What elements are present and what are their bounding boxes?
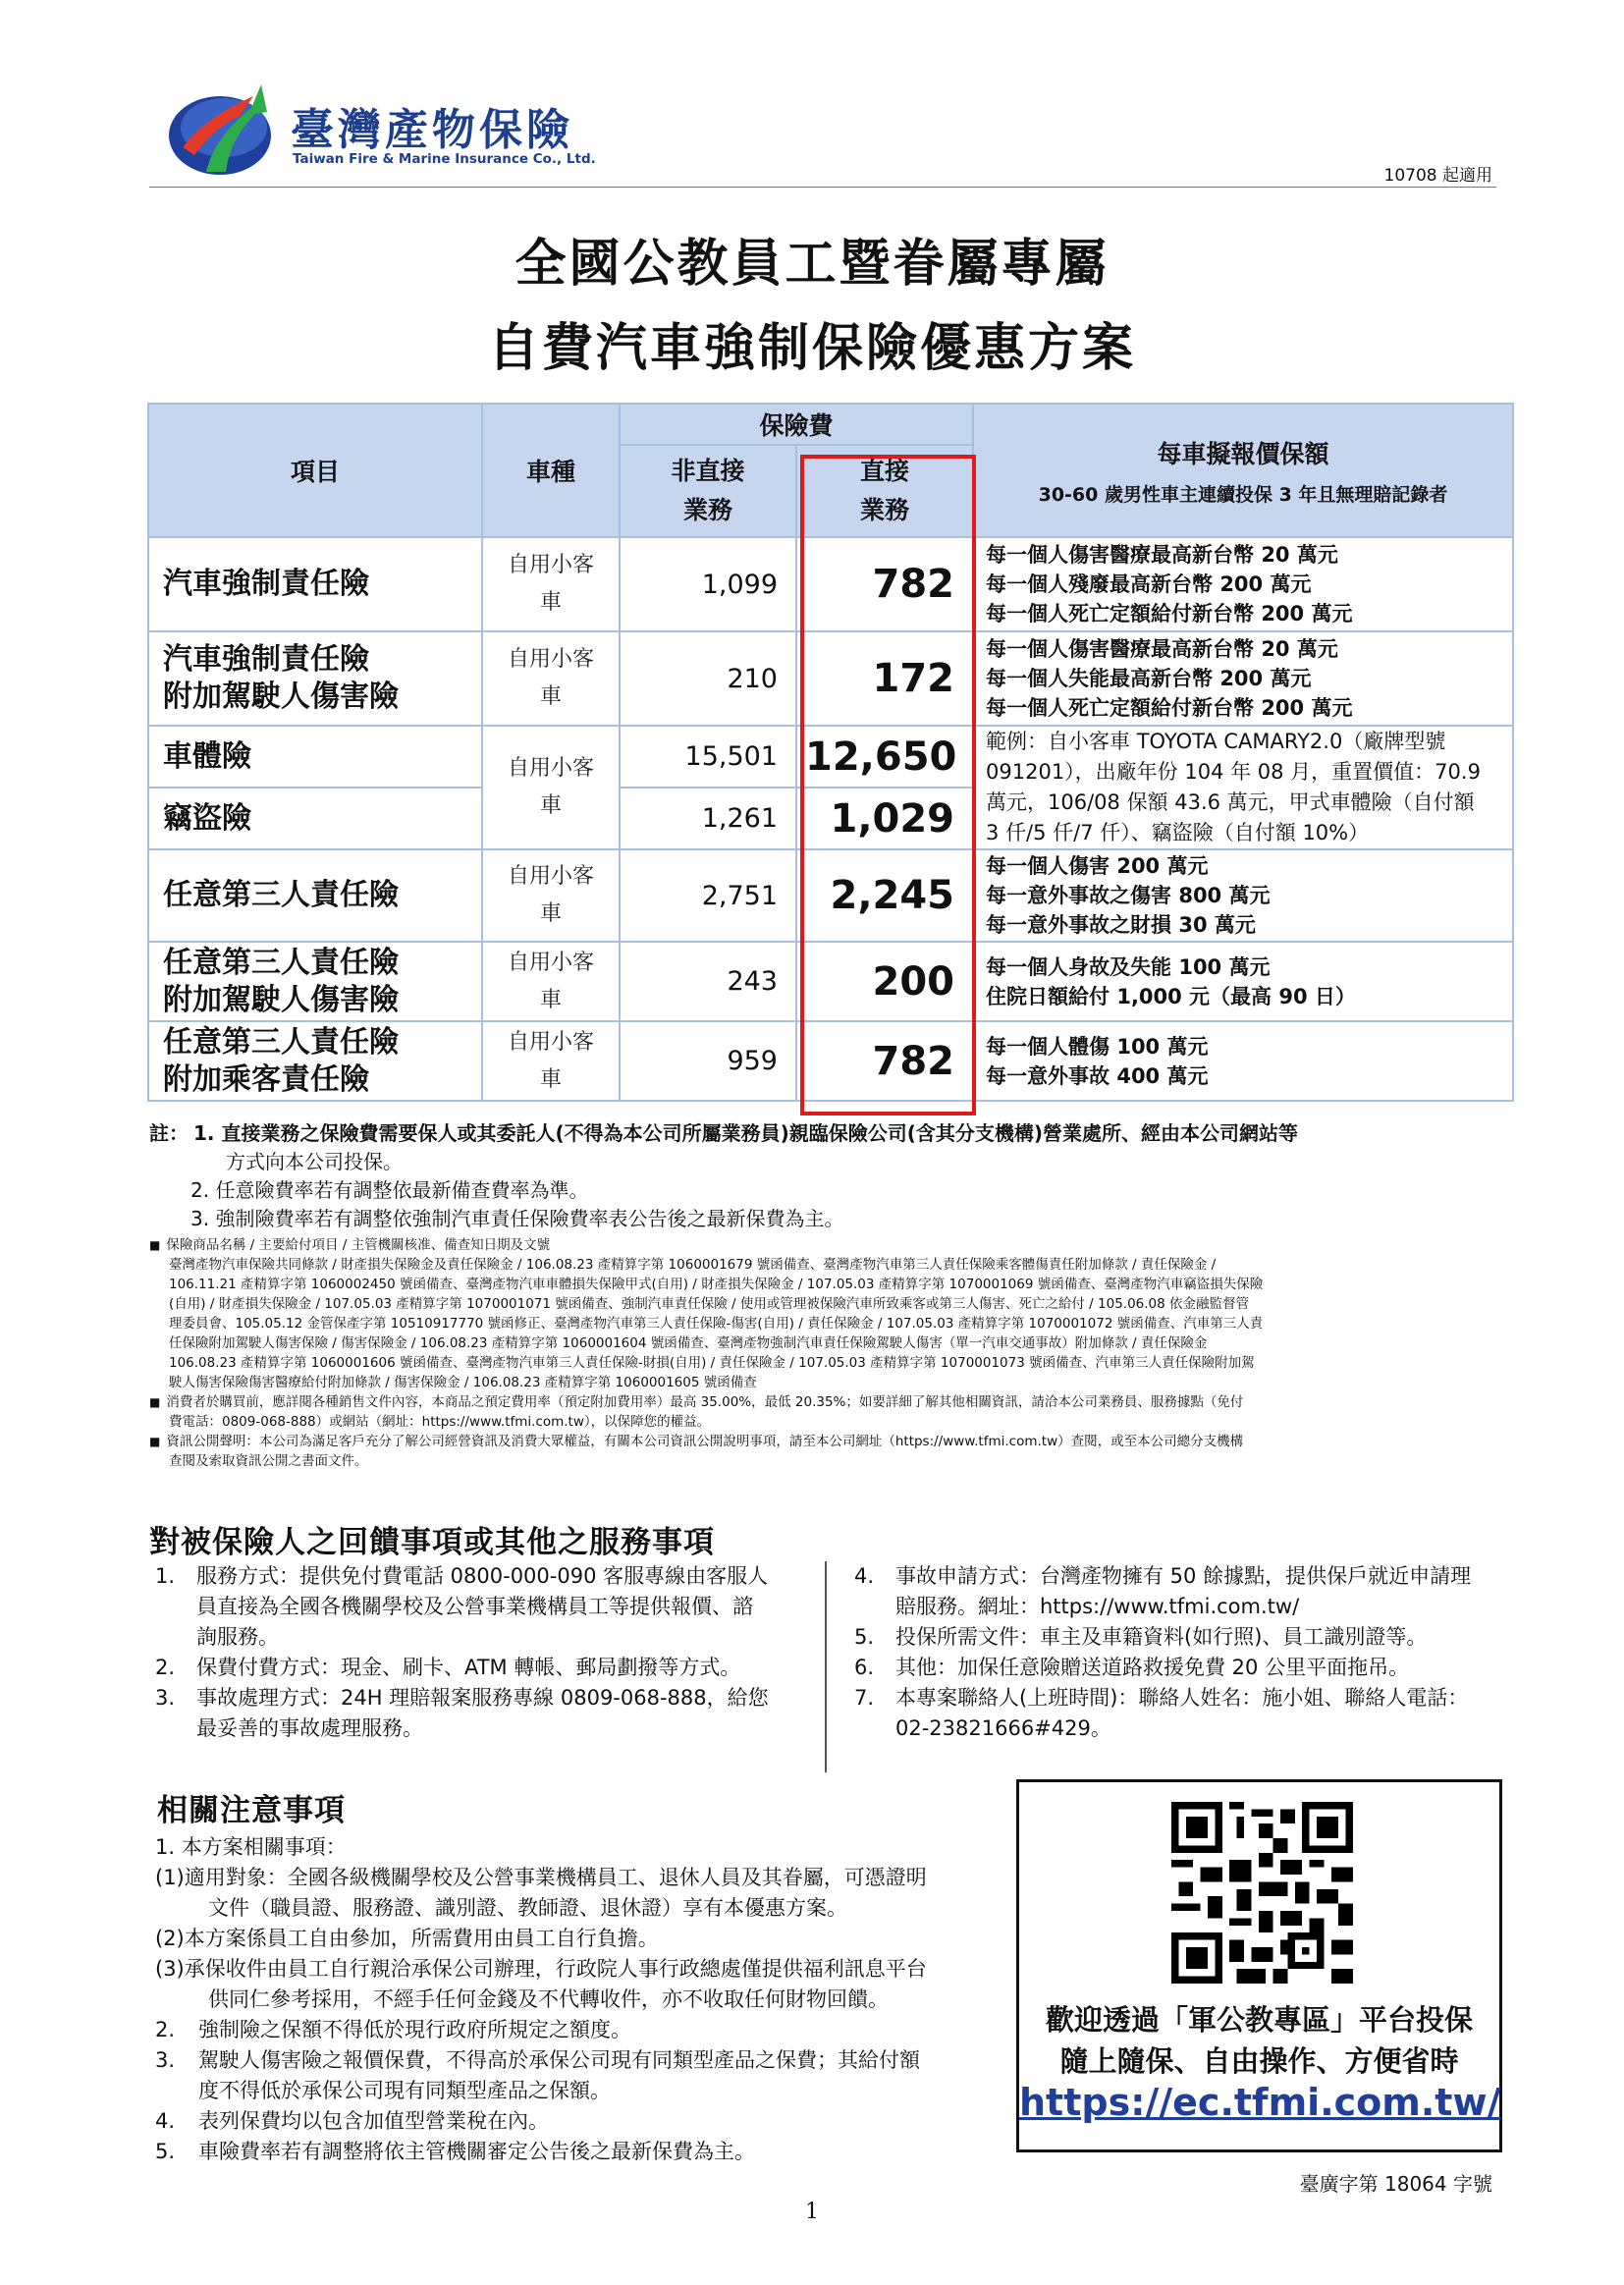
item-text: 度不得低於承保公司現有同類型產品之保額。 (198, 2079, 611, 2102)
header-indirect-l1: 非直接 (671, 457, 745, 485)
row-car-type (482, 537, 620, 631)
note-1-cont (149, 1148, 1504, 1176)
qr-promo-line2: 隨上隨保、自由操作、方便省時 (1059, 2044, 1459, 2078)
table-row (148, 1021, 1513, 1101)
page-title-line2: 自費汽車強制保險優惠方案 (487, 319, 1136, 378)
related-line: 供同仁參考採用，不經手任何金錢及不代轉收件，亦不收取任何財物回饋。 (208, 1987, 889, 2011)
row-item-l2: 附加乘客責任險 (163, 1061, 369, 1097)
header-direct-l1: 直接 (860, 457, 910, 485)
item-text: 事故申請方式：台灣產物擁有 50 餘據點，提供保戶就近申請理 (895, 1564, 1472, 1588)
row-item-l2: 附加駕駛人傷害險 (163, 680, 399, 714)
row-item (148, 1021, 482, 1101)
product-info-line: (自用) / 財產損失保險金 / 107.05.03 產精算字第 1070001071 號函備查、強制汽車責任保險 / 使用或管理被保險汽車所致乘客或第三人傷害、死亡之給付 / 105.06.08 依金融監督管 (169, 1296, 1250, 1312)
row-direct-fee: 200 (796, 942, 973, 1021)
row-limits (973, 849, 1513, 942)
row-indirect-fee: 1,261 (620, 788, 796, 849)
row-indirect-fee: 210 (620, 631, 796, 726)
note-label: 註： (149, 1121, 189, 1145)
row-direct-fee: 782 (796, 1021, 973, 1101)
row-car-type (482, 631, 620, 726)
list-item (155, 2137, 980, 2167)
list-item (155, 1683, 793, 1744)
item-text: 服務方式：提供免付費電話 0800-000-090 客服專線由客服人 (196, 1564, 769, 1588)
limit-line: 每一個人死亡定額給付新台幣 200 萬元 (986, 602, 1353, 626)
car-l1: 自用小客 (507, 950, 594, 975)
note-3: 3. 強制險費率若有調整依強制汽車責任保險費率表公告後之最新保費為主。 (190, 1207, 844, 1230)
row-direct-fee: 172 (796, 631, 973, 726)
item-number: 1. (155, 1564, 176, 1588)
header-direct-l2: 業務 (860, 496, 910, 524)
row-car-type (482, 942, 620, 1021)
limit-line: 每一意外事故 400 萬元 (986, 1063, 1209, 1088)
row-direct-fee: 1,029 (796, 788, 973, 849)
list-item (854, 1683, 1512, 1744)
product-info-line: 106.08.23 產精算字第 1060001606 號函備查、臺灣產物汽車第三人責任保險-財損(自用) / 責任保險金 / 107.05.03 產精算字第 1070001073 號函備查、汽車第三人責任保險附加駕 (169, 1355, 1255, 1371)
item-number: 2. (155, 1656, 176, 1679)
limit-line: 每一意外事故之傷害 800 萬元 (986, 884, 1271, 907)
row-direct-fee: 782 (796, 537, 973, 631)
table-row (148, 849, 1513, 942)
row-indirect-fee: 243 (620, 942, 796, 1021)
car-l2: 車 (539, 1066, 562, 1092)
related-line: 文件（職員證、服務證、識別證、教師證、退休證）享有本優惠方案。 (208, 1896, 847, 1920)
qr-promo-box (1016, 1779, 1502, 2152)
note-1-text: 1. 直接業務之保險費需要保人或其委託人(不得為本公司所屬業務員)親臨保險公司(含其分支機構)營業處所、經由本公司網站等 (193, 1121, 1299, 1145)
disclosure-statement (149, 1432, 1504, 1451)
example-line: 範例：自小客車 TOYOTA CAMARY2.0（廠牌型號 (986, 730, 1446, 753)
premium-table-wrapper (147, 403, 1512, 1102)
item-number: 6. (854, 1656, 875, 1679)
item-number: 2. (155, 2018, 176, 2041)
car-l1: 自用小客 (507, 1029, 594, 1055)
car-l1: 自用小客 (507, 756, 594, 781)
item-text: 駕駛人傷害險之報價保費，不得高於承保公司現有同類型產品之保費；其給付額 (198, 2048, 920, 2072)
effective-date: 10708 起適用 (1383, 166, 1492, 186)
limit-line: 每一個人傷害醫療最高新台幣 20 萬元 (986, 637, 1338, 661)
row-item-l1: 任意第三人責任險 (163, 1024, 399, 1060)
related-line: (2)本方案係員工自由參加，所需費用由員工自行負擔。 (155, 1927, 659, 1950)
item-text: 詢服務。 (196, 1625, 279, 1649)
premium-table (147, 403, 1514, 1102)
limit-line: 每一意外事故之財損 30 萬元 (986, 913, 1256, 937)
header-divider (149, 187, 1496, 188)
note-1 (149, 1119, 1504, 1148)
item-number: 4. (854, 1564, 875, 1588)
limit-line: 每一個人身故及失能 100 萬元 (986, 954, 1271, 979)
related-line: 1. 本方案相關事項： (155, 1835, 347, 1859)
row-item (148, 537, 482, 631)
disclosure-text: 資訊公開聲明：本公司為滿足客戶充分了解公司經營資訊及消費大眾權益，有關本公司資訊公開說明事項，請至本公司網址（https://www.tfmi.com.tw）查閱，或至本公司總分支機構 (166, 1434, 1244, 1449)
table-row (148, 631, 1513, 726)
company-name-cn: 臺灣產物保險 (291, 105, 573, 155)
example-line: 091201），出廠年份 104 年 08 月，重置價值：70.9 (986, 760, 1481, 784)
row-indirect-fee: 2,751 (620, 849, 796, 942)
header-limit (973, 404, 1513, 537)
car-l2: 車 (539, 590, 562, 615)
limit-line: 每一個人失能最高新台幣 200 萬元 (986, 667, 1312, 690)
item-text: 車險費率若有調整將依主管機關審定公告後之最新保費為主。 (198, 2140, 755, 2163)
company-name-en: Taiwan Fire & Marine Insurance Co., Ltd. (293, 151, 596, 167)
row-item (148, 788, 482, 849)
item-text: 事故處理方式：24H 理賠報案服務專線 0809-068-888，給您 (196, 1686, 769, 1710)
item-text: 投保所需文件：車主及車籍資料(如行照)、員工識別證等。 (895, 1625, 1428, 1649)
car-l1: 自用小客 (507, 553, 594, 577)
car-l2: 車 (539, 987, 562, 1012)
list-item (155, 2106, 980, 2137)
limit-line: 每一個人體傷 100 萬元 (986, 1034, 1209, 1059)
product-info-line: 理委員會、105.05.12 金管保產字第 10510917770 號函修正、臺灣產物汽車第三人責任保險-傷害(自用) / 責任保險金 / 107.05.03 產精算字第 1070001072 號函備查、汽車第三人責 (169, 1316, 1264, 1332)
row-limits (973, 1021, 1513, 1101)
item-text: 賠服務。網址：https://www.tfmi.com.tw/ (895, 1595, 1300, 1618)
square-bullet-icon: ■ (149, 1435, 161, 1448)
row-item-l1: 汽車強制責任險 (163, 642, 369, 677)
item-text: 最妥善的事故處理服務。 (196, 1716, 423, 1740)
item-text: 02-23821666#429。 (895, 1716, 1111, 1740)
row-car-type (482, 1021, 620, 1101)
header-item: 項目 (148, 404, 482, 537)
product-info-title: 保險商品名稱 / 主要給付項目 / 主管機關核准、備查知日期及文號 (166, 1237, 551, 1253)
header-limit-label: 每車擬報價保額 (1157, 439, 1329, 468)
service-list-right (854, 1561, 1512, 1744)
item-number: 3. (155, 2048, 176, 2072)
list-item (155, 1653, 793, 1683)
qr-promo-line1: 歡迎透過「軍公教專區」平台投保 (1045, 2003, 1473, 2037)
item-number: 4. (155, 2109, 176, 2133)
item-text: 本專案聯絡人(上班時間)：聯絡人姓名：施小姐、聯絡人電話： (895, 1686, 1469, 1710)
item-text: 其他：加保任意險贈送道路救援免費 20 公里平面拖吊。 (895, 1656, 1410, 1679)
header-indirect (620, 445, 796, 537)
product-info-line: 駛人傷害保險傷害醫療給付附加條款 / 傷害保險金 / 106.08.23 產精算字第 1060001605 號函備查 (169, 1375, 757, 1390)
consumer-notice-text: 消費者於購買前，應詳閱各種銷售文件內容，本商品之預定費用率（預定附加費用率）最高 35.00%，最低 20.35%；如要詳細了解其他相關資訊，請洽本公司業務員、服務據點（免付 (166, 1394, 1244, 1410)
item-text: 表列保費均以包含加值型營業稅在內。 (198, 2109, 549, 2133)
row-limits (973, 942, 1513, 1021)
header-direct (796, 445, 973, 537)
row-car-type-merged (482, 726, 620, 849)
product-info-line: 106.11.21 產精算字第 1060002450 號函備查、臺灣產物汽車車體損失保險甲式(自用) / 財產損失保險金 / 107.05.03 產精算字第 1070001069 號函備查、臺灣產物汽車竊盜損失保險 (169, 1277, 1264, 1292)
product-info-line: 臺灣產物汽車保險共同條款 / 財產損失保險金及責任保險金 / 106.08.23 產精算字第 1060001679 號函備查、臺灣產物汽車第三人責任保險乘客體傷責任附加條款 / 責任保險金 / (169, 1257, 1217, 1273)
item-text: 強制險之保額不得低於現行政府所規定之額度。 (198, 2018, 631, 2041)
row-item (148, 942, 482, 1021)
row-indirect-fee: 15,501 (620, 726, 796, 788)
car-l2: 車 (539, 684, 562, 709)
related-line: (3)承保收件由員工自行親洽承保公司辦理，行政院人事行政總處僅提供福利訊息平台 (155, 1957, 927, 1981)
table-row (148, 726, 1513, 788)
note-1-text-cont: 方式向本公司投保。 (226, 1150, 403, 1173)
table-row (148, 942, 1513, 1021)
row-direct-fee: 2,245 (796, 849, 973, 942)
limit-line: 每一個人傷害 200 萬元 (986, 854, 1209, 878)
limit-line: 每一個人殘廢最高新台幣 200 萬元 (986, 572, 1312, 596)
square-bullet-icon: ■ (149, 1238, 161, 1252)
row-limits (973, 537, 1513, 631)
row-example (973, 726, 1513, 849)
row-item-l1: 車體險 (163, 738, 251, 774)
note-2: 2. 任意險費率若有調整依最新備查費率為準。 (190, 1178, 589, 1202)
item-text: 保費付費方式：現金、刷卡、ATM 轉帳、郵局劃撥等方式。 (196, 1656, 741, 1679)
car-l1: 自用小客 (507, 864, 594, 889)
list-item (155, 2045, 980, 2106)
disclosure-cont: 查閱及索取資訊公開之書面文件。 (169, 1453, 368, 1469)
header-premium: 保險費 (620, 404, 973, 445)
page-title-line1: 全國公教員工暨眷屬專屬 (514, 235, 1110, 294)
page-number: 1 (805, 2200, 819, 2224)
row-item-l1: 汽車強制責任險 (163, 567, 369, 601)
item-number: 5. (854, 1625, 875, 1649)
related-notes-title: 相關注意事項 (157, 1793, 346, 1828)
company-logo (165, 79, 281, 177)
platform-link[interactable]: https://ec.tfmi.com.tw/ (1019, 2081, 1501, 2124)
notes-section (149, 1119, 1504, 1471)
list-item (854, 1622, 1512, 1653)
row-item (148, 849, 482, 942)
row-item (148, 631, 482, 726)
car-l2: 車 (539, 793, 562, 818)
item-number: 7. (854, 1686, 875, 1710)
service-list-left (155, 1561, 793, 1744)
example-line: 萬元，106/08 保額 43.6 萬元，甲式車體險（自付額 (986, 790, 1475, 814)
consumer-notice-cont: 費電話：0809-068-888）或網站（網址：https://www.tfmi.com.tw），以保障您的權益。 (169, 1414, 711, 1430)
row-indirect-fee: 1,099 (620, 537, 796, 631)
example-line: 3 仟/5 仟/7 仟）、竊盜險（自付額 10%） (986, 821, 1370, 844)
limit-line: 每一個人死亡定額給付新台幣 200 萬元 (986, 696, 1353, 720)
qr-code-icon[interactable] (1171, 1802, 1353, 1984)
car-l1: 自用小客 (507, 647, 594, 672)
limit-line: 住院日額給付 1,000 元（最高 90 日） (986, 984, 1356, 1008)
list-item (155, 1561, 793, 1653)
product-info (149, 1235, 1504, 1471)
related-notes-list (155, 1832, 980, 2167)
row-item-l1: 任意第三人責任險 (163, 945, 399, 980)
row-item (148, 726, 482, 788)
service-section-title: 對被保險人之回饋事項或其他之服務事項 (149, 1525, 715, 1560)
square-bullet-icon: ■ (149, 1395, 161, 1409)
product-info-head (149, 1235, 1504, 1255)
list-item (854, 1653, 1512, 1683)
row-indirect-fee: 959 (620, 1021, 796, 1101)
list-item (155, 2015, 980, 2045)
item-number: 3. (155, 1686, 176, 1710)
row-limits (973, 631, 1513, 726)
consumer-notice (149, 1392, 1504, 1412)
item-text: 員直接為全國各機關學校及公營事業機構員工等提供報價、諮 (196, 1595, 753, 1618)
row-item-l1: 竊盜險 (163, 800, 251, 836)
limit-line: 每一個人傷害醫療最高新台幣 20 萬元 (986, 543, 1338, 567)
list-item (854, 1561, 1512, 1622)
header-car-type: 車種 (482, 404, 620, 537)
car-l2: 車 (539, 901, 562, 926)
related-line: (1)適用對象：全國各級機關學校及公營事業機構員工、退休人員及其眷屬，可憑證明 (155, 1866, 927, 1889)
table-row (148, 537, 1513, 631)
header-indirect-l2: 業務 (682, 496, 732, 524)
row-direct-fee: 12,650 (796, 726, 973, 788)
service-column-divider (825, 1561, 827, 1772)
product-info-line: 任保險附加駕駛人傷害保險 / 傷害保險金 / 106.08.23 產精算字第 1060001604 號函備查、臺灣產物強制汽車責任保險駕駛人傷害（單一汽車交通事故）附加條款 / 責任保險金 (169, 1335, 1208, 1351)
item-number: 5. (155, 2140, 176, 2163)
header-limit-note: 30-60 歲男性車主連續投保 3 年且無理賠記錄者 (1038, 483, 1448, 506)
row-car-type (482, 849, 620, 942)
row-item-l2: 附加駕駛人傷害險 (163, 982, 399, 1017)
row-item-l1: 任意第三人責任險 (163, 878, 399, 912)
ad-registration-number: 臺廣字第 18064 字號 (1299, 2172, 1492, 2196)
